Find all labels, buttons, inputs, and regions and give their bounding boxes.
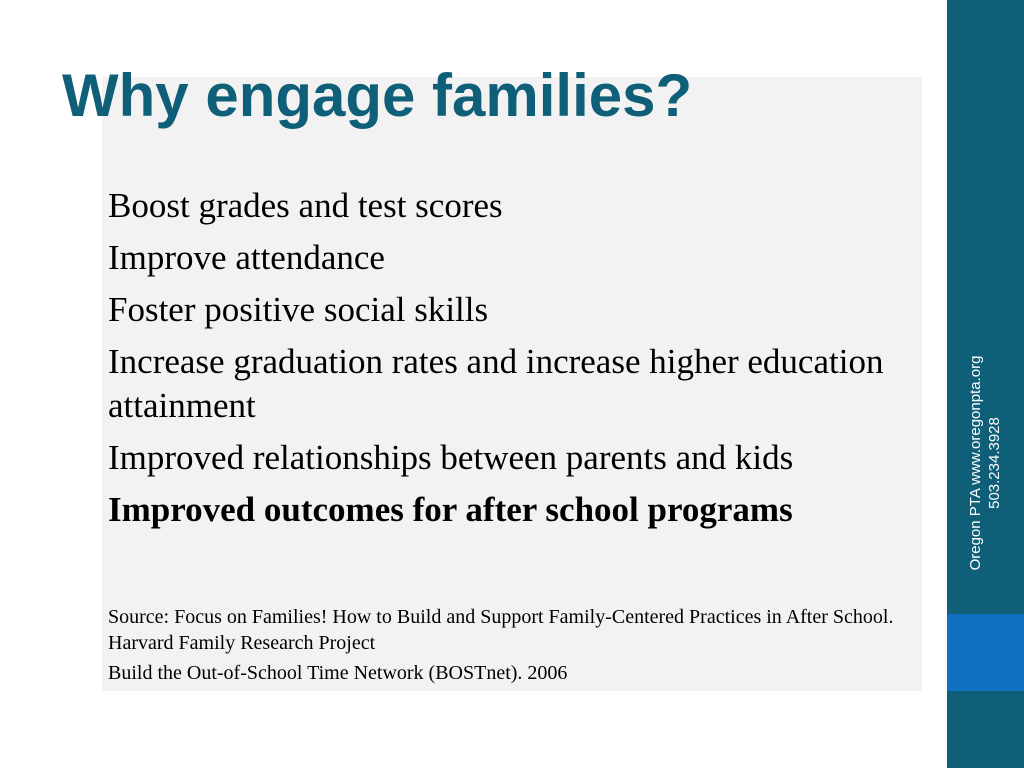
bullet-item-emphasized: Improved outcomes for after school programs bbox=[108, 490, 793, 529]
bullet-item: Boost grades and test scores bbox=[108, 186, 503, 225]
bullet-item: Improved relationships between parents and kids bbox=[108, 438, 794, 477]
sidebar-contact bbox=[966, 333, 1004, 593]
sidebar-phone: 503.234.3928 bbox=[986, 417, 1003, 509]
sidebar-contact-line: Oregon PTA www.oregonpta.org bbox=[967, 355, 984, 571]
source-line: Source: Focus on Families! How to Build and Support Family-Centered Practices in After School. Harvard Family Research Project bbox=[108, 606, 894, 654]
bullet-list bbox=[108, 184, 908, 540]
slide-title: Why engage families? bbox=[62, 62, 693, 129]
bullet-item: Increase graduation rates and increase higher education attainment bbox=[108, 342, 884, 425]
bullet-item: Improve attendance bbox=[108, 238, 385, 277]
sidebar-accent-block bbox=[947, 614, 1024, 691]
source-citation bbox=[108, 604, 908, 690]
bullet-item: Foster positive social skills bbox=[108, 290, 489, 329]
source-line: Build the Out-of-School Time Network (BOSTnet). 2006 bbox=[108, 662, 568, 684]
